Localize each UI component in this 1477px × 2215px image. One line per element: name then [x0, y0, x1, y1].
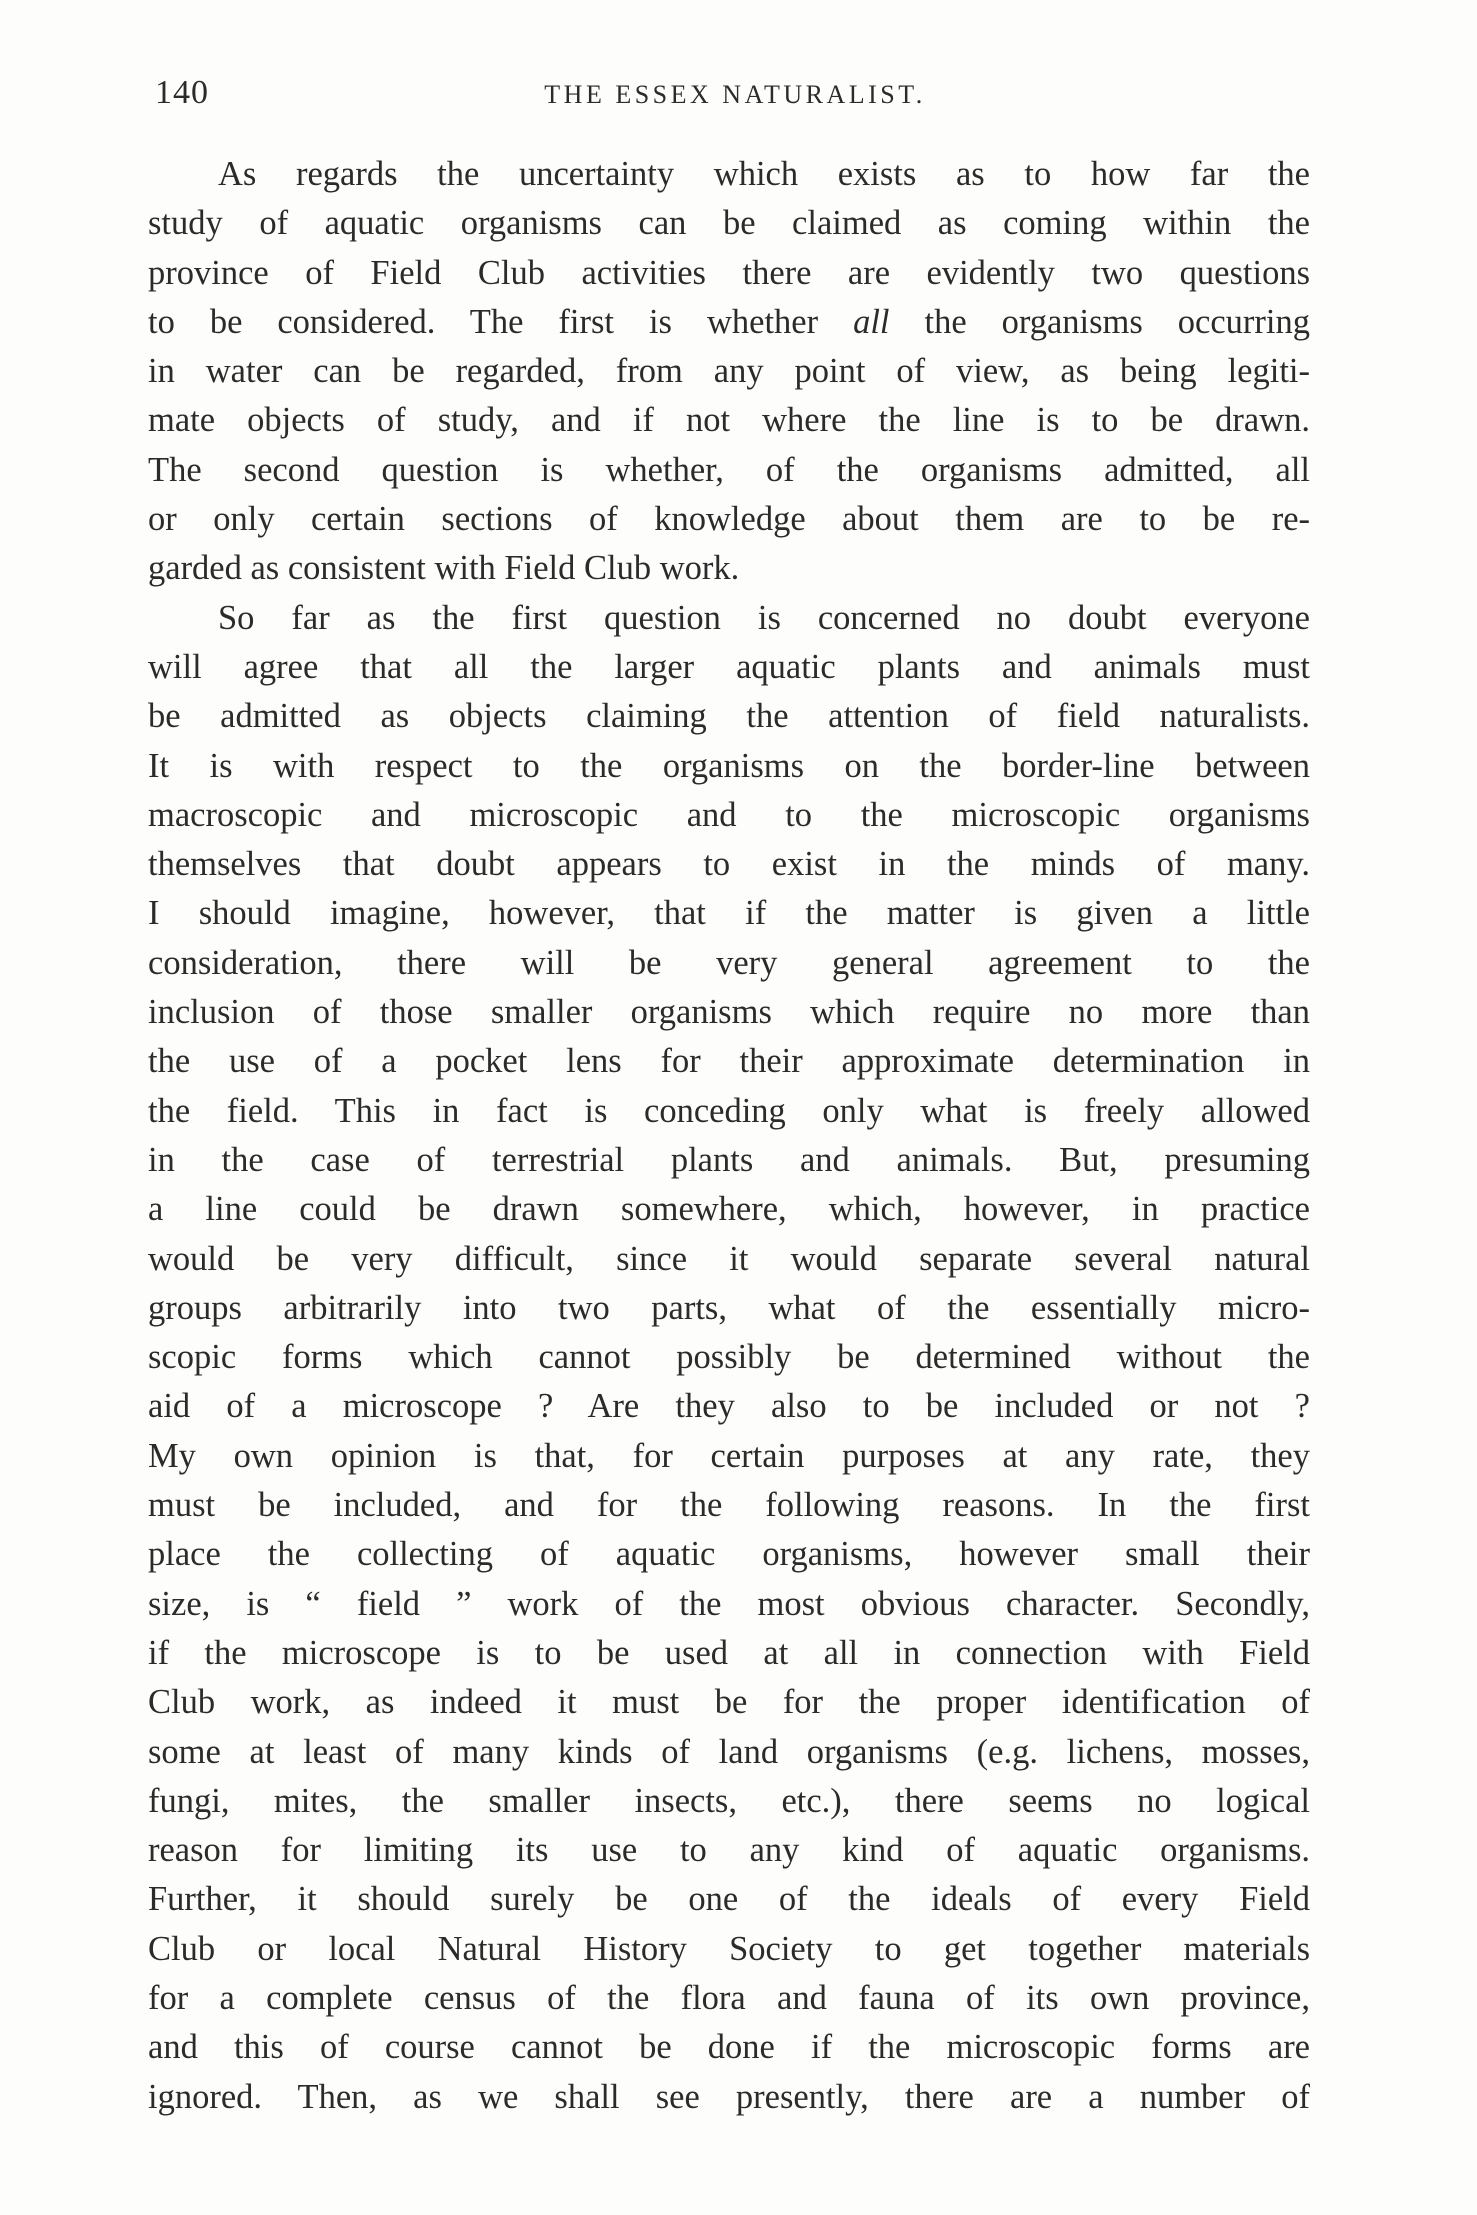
- text-line: size, is “ field ” work of the most obvious character. Secondly,: [148, 1584, 1310, 1623]
- text-line: I should imagine, however, that if the matter is given a little: [148, 894, 1310, 933]
- text-line: aid of a microscope ? Are they also to be included or not ?: [148, 1387, 1310, 1426]
- text-line: a line could be drawn somewhere, which, however, in practice: [148, 1190, 1310, 1229]
- text-line: The second question is whether, of the organisms admitted, all: [148, 450, 1310, 489]
- body-text: [148, 150, 1310, 2122]
- text-line: will agree that all the larger aquatic plants and animals must: [148, 647, 1310, 686]
- text-line: My own opinion is that, for certain purposes at any rate, they: [148, 1436, 1310, 1475]
- text-line: scopic forms which cannot possibly be determined without the: [148, 1338, 1310, 1377]
- text-line: for a complete census of the flora and fauna of its own province,: [148, 1978, 1310, 2017]
- text-line: macroscopic and microscopic and to the microscopic organisms: [148, 795, 1310, 834]
- text-line: themselves that doubt appears to exist in the minds of many.: [148, 845, 1310, 884]
- text-line: groups arbitrarily into two parts, what of the essentially micro-: [148, 1288, 1310, 1327]
- text-line: reason for limiting its use to any kind of aquatic organisms.: [148, 1831, 1310, 1870]
- text-line: must be included, and for the following reasons. In the first: [148, 1486, 1310, 1525]
- text-line: fungi, mites, the smaller insects, etc.), there seems no logical: [148, 1781, 1310, 1820]
- text-line: some at least of many kinds of land organisms (e.g. lichens, mosses,: [148, 1732, 1310, 1771]
- text-line: study of aquatic organisms can be claimed as coming within the: [148, 204, 1310, 243]
- running-title: THE ESSEX NATURALIST.: [544, 80, 926, 109]
- text-line: the use of a pocket lens for their approximate determination in: [148, 1042, 1310, 1081]
- text-line: be admitted as objects claiming the attention of field naturalists.: [148, 697, 1310, 736]
- text-line: consideration, there will be very general agreement to the: [148, 943, 1310, 982]
- text-line: mate objects of study, and if not where the line is to be drawn.: [148, 401, 1310, 440]
- text-line: the field. This in fact is conceding only what is freely allowed: [148, 1091, 1310, 1130]
- text-line: garded as consistent with Field Club work.: [148, 549, 740, 588]
- text-line: Club or local Natural History Society to get together materials: [148, 1929, 1310, 1968]
- text-line: ignored. Then, as we shall see presently, there are a number of: [148, 2077, 1310, 2116]
- text-line: So far as the first question is concerned no doubt everyone: [218, 598, 1310, 637]
- text-line: province of Field Club activities there are evidently two questions: [148, 253, 1310, 292]
- text-line: in the case of terrestrial plants and animals. But, presuming: [148, 1140, 1310, 1179]
- page-number: 140: [155, 74, 209, 111]
- text-line: and this of course cannot be done if the microscopic forms are: [148, 2028, 1310, 2067]
- emphasis: all: [853, 302, 890, 341]
- text-line: As regards the uncertainty which exists as to how far the: [218, 155, 1310, 193]
- text-line: would be very difficult, since it would separate several natural: [148, 1239, 1310, 1278]
- text-line: in water can be regarded, from any point of view, as being legiti-: [148, 352, 1310, 391]
- text-line: if the microscope is to be used at all in connection with Field: [148, 1633, 1310, 1672]
- text-line: place the collecting of aquatic organisms, however small their: [148, 1535, 1310, 1574]
- text-line: It is with respect to the organisms on the border-line between: [148, 746, 1310, 785]
- text-line: to be considered. The first is whether all the organisms occurring: [148, 302, 1310, 341]
- text-line: inclusion of those smaller organisms which require no more than: [148, 993, 1310, 1032]
- text-line: or only certain sections of knowledge about them are to be re-: [148, 500, 1310, 539]
- text-line: Further, it should surely be one of the ideals of every Field: [148, 1880, 1310, 1919]
- running-head: [155, 74, 1315, 124]
- text-line: Club work, as indeed it must be for the proper identification of: [148, 1683, 1310, 1722]
